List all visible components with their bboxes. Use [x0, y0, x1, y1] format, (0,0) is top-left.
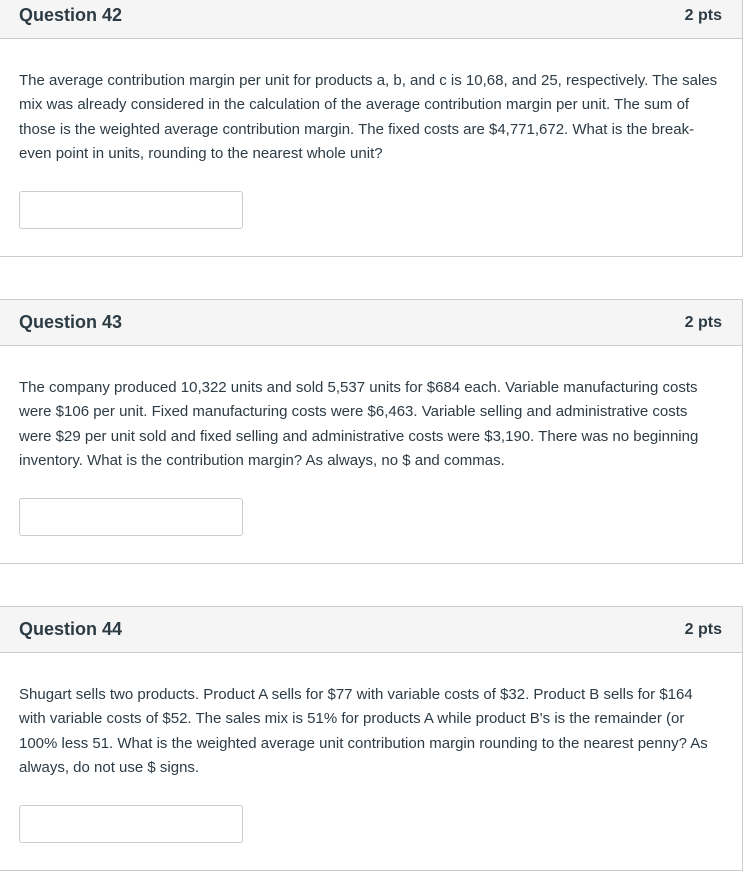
question-points: 2 pts: [684, 620, 722, 638]
question-title: Question 44: [19, 619, 123, 639]
question-body: [0, 653, 742, 843]
question-text: The company produced 10,322 units and sold 5,537 units for $684 each. Variable manufacturing costs were $106 per unit. Fixed manufacturing costs were $6,463. Variable selling and administrative costs were $29 per unit sold and fixed selling and administrative costs were $3,190. There was no beginning inventory. What is the contribution margin? As always, no $ and commas.: [19, 379, 699, 469]
answer-input[interactable]: [19, 498, 243, 536]
question-points: 2 pts: [684, 6, 722, 24]
answer-input[interactable]: [19, 805, 243, 843]
question-header: [0, 607, 742, 653]
question-header: [0, 300, 742, 346]
answer-input[interactable]: [19, 191, 243, 229]
question-44-card: [0, 606, 743, 871]
question-title: Question 42: [19, 5, 123, 25]
question-title: Question 43: [19, 312, 123, 332]
question-body: [0, 346, 742, 536]
question-header: [0, 0, 742, 39]
question-43-card: [0, 299, 743, 564]
question-42-card: [0, 0, 743, 257]
question-points: 2 pts: [684, 313, 722, 331]
question-body: [0, 39, 742, 229]
question-text: The average contribution margin per unit for products a, b, and c is 10,68, and 25, respectively. The sales mix was already considered in the calculation of the average contribution margin per unit. The sum of those is the weighted average contribution margin. The fixed costs are $4,771,672. What is the break-even point in units, rounding to the nearest whole unit?: [19, 72, 718, 162]
question-text: Shugart sells two products. Product A sells for $77 with variable costs of $32. Product B sells for $164 with variable costs of $52. The sales mix is 51% for products A while product B's is the remainder (or 100% less 51. What is the weighted average unit contribution margin rounding to the nearest penny? As always, do not use $ signs.: [19, 686, 708, 776]
